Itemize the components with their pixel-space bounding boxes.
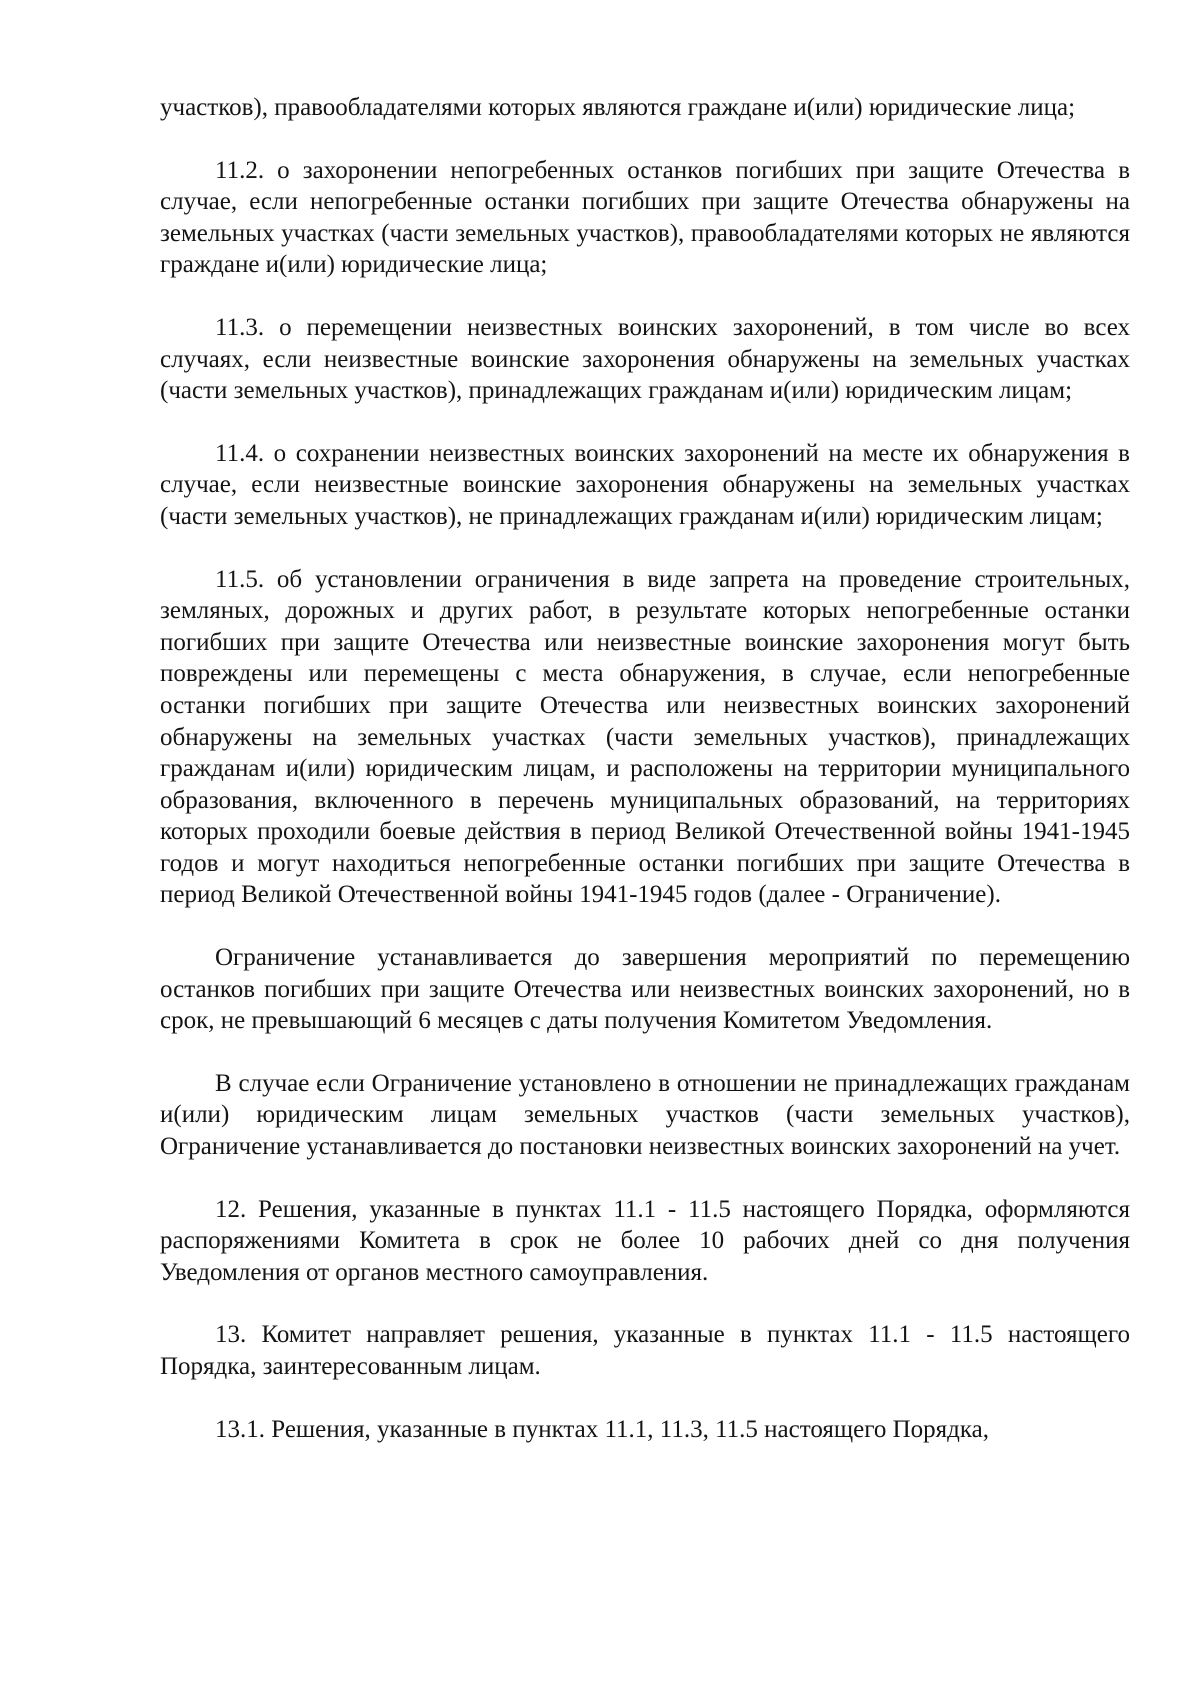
paragraph-11-3: 11.3. о перемещении неизвестных воинских захоронений, в том числе во всех случаях, если неизвестные воинские захоронения обнаружены на земельных участках (части земельных участков), принадлежащих гражданам и(или) юридическим лицам; [160,313,1130,405]
paragraph-restriction-term: Ограничение устанавливается до завершения мероприятий по перемещению останков погибших при защите Отечества или неизвестных воинских захоронений, но в срок, не превышающий 6 месяцев с даты получения Комитетом Уведомления. [160,944,1130,1035]
paragraph-13: 13. Комитет направляет решения, указанные в пунктах 11.1 - 11.5 настоящего Порядка, заинтересованным лицам. [160,1321,1130,1380]
paragraph-restriction-unowned-land: В случае если Ограничение установлено в отношении не принадлежащих гражданам и(или) юридическим лицам земельных участков (части земельных участков), Ограничение устанавливается до постановки неизвестных воинских захоронений на учет. [160,1069,1130,1161]
paragraph-11-4: 11.4. о сохранении неизвестных воинских захоронений на месте их обнаружения в случае, если неизвестные воинские захоронения обнаружены на земельных участках (части земельных участков), не принадлежащих гражданам и(или) юридическим лицам; [160,439,1130,530]
paragraph-11-5: 11.5. об установлении ограничения в виде запрета на проведение строительных, земляных, дорожных и других работ, в результате которых непогребенные останки погибших при защите Отечества или неизвестные воинские захоронения могут быть повреждены или перемещены с места обнаружения, в случае, если непогребенные останки погибших при защите Отечества или неизвестных воинских захоронений обнаружены на земельных участках (части земельных участков), принадлежащих гражданам и(или) юридическим лицам, и расположены на территории муниципального образования, включенного в перечень муниципальных образований, на территориях которых проходили боевые действия в период Великой Отечественной войны 1941-1945 годов и могут находиться непогребенные останки погибших при защите Отечества в период Великой Отечественной войны 1941-1945 годов (далее - Ограничение). [160,565,1130,909]
document-body [160,92,1130,1445]
paragraph-11-2: 11.2. о захоронении непогребенных останков погибших при защите Отечества в случае, если непогребенные останки погибших при защите Отечества обнаружены на земельных участках (части земельных участков), правообладателями которых не являются граждане и(или) юридические лица; [160,156,1130,279]
paragraph-continuation-11-1: участков), правообладателями которых являются граждане и(или) юридические лица; [160,94,1076,121]
paragraph-13-1: 13.1. Решения, указанные в пунктах 11.1, 11.3, 11.5 настоящего Порядка, [215,1415,989,1443]
paragraph-12: 12. Решения, указанные в пунктах 11.1 - 11.5 настоящего Порядка, оформляются распоряжениями Комитета в срок не более 10 рабочих дней со дня получения Уведомления от органов местного самоуправления. [160,1195,1130,1286]
